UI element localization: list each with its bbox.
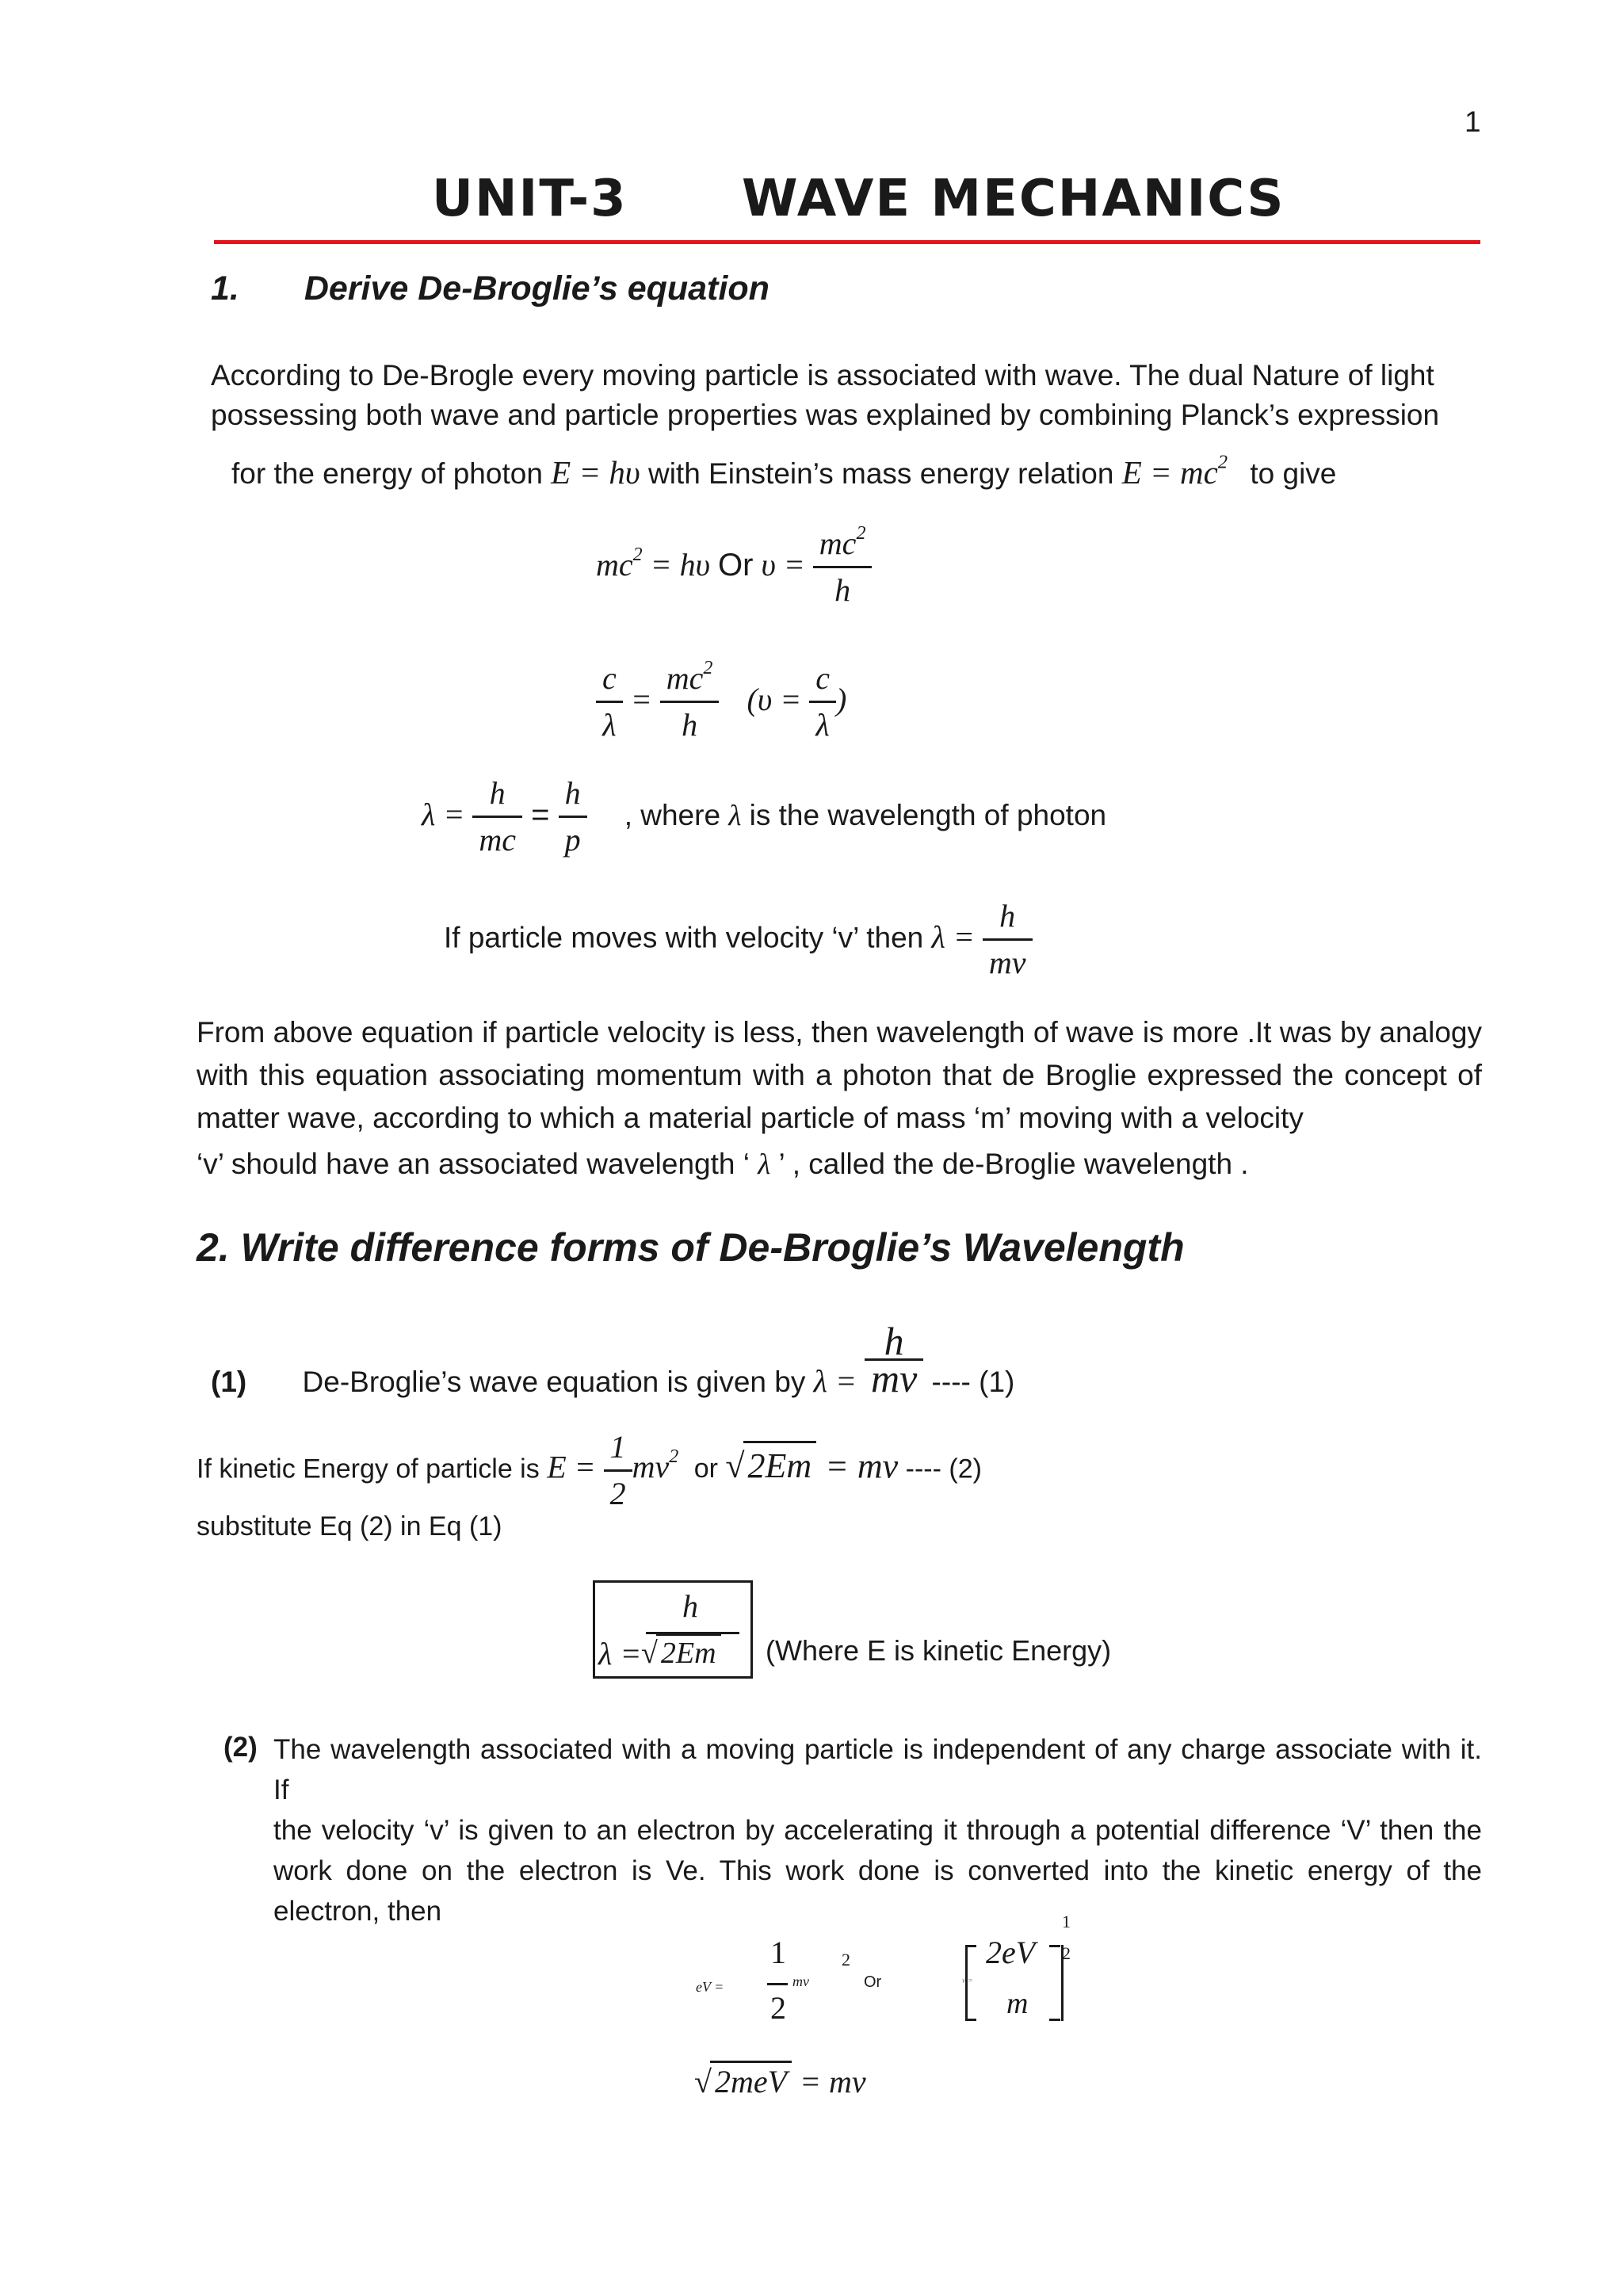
denominator: λ <box>815 707 830 743</box>
numerator: h <box>472 773 522 818</box>
energy-symbol: E = <box>547 1449 604 1485</box>
eq4-lambda: λ = <box>931 919 983 955</box>
ke-fraction <box>604 1427 632 1515</box>
paragraph-1-line-1: According to De-Brogle every moving particle is associated with wave. The dual Nature of light <box>211 359 1434 392</box>
eq5-two-sup: 2 <box>842 1950 850 1969</box>
title-rule <box>214 240 1480 244</box>
text-run: E = mc <box>1121 454 1218 491</box>
text-run: = mv <box>816 1446 899 1486</box>
denominator: h <box>834 572 851 608</box>
text-run: ’ , called the de-Broglie wavelength . <box>770 1148 1249 1180</box>
text-run: mc <box>819 525 857 561</box>
lambda-symbol: λ = <box>813 1363 865 1399</box>
paragraph-2-line-3: matter wave, according to which a material particle of mass ‘m’ moving with a velocity <box>197 1102 1304 1134</box>
eq5-mv: mv <box>792 1973 809 1989</box>
eq5-exp-denominator: 2 <box>1062 1943 1071 1963</box>
eq5-fraction-line <box>767 1983 788 1985</box>
page-number: 1 <box>1465 105 1481 138</box>
text-run: If kinetic Energy of particle is <box>197 1454 548 1484</box>
equation-4 <box>444 896 1033 984</box>
text-run: ‘v’ should have an associated wavelength ‘ <box>197 1148 758 1180</box>
numerator: 1 <box>604 1427 632 1472</box>
eq3-equals: = <box>521 797 559 833</box>
eq1-upsilon: υ = <box>753 547 813 583</box>
eq1-fraction <box>813 523 873 611</box>
numerator <box>660 658 720 703</box>
page-title <box>432 170 1285 228</box>
eq2-paren: (υ = <box>747 682 810 718</box>
equation-3 <box>422 773 1106 861</box>
item-1-number: (1) <box>211 1366 247 1398</box>
section-2-heading: 2. Write difference forms of De-Broglie’s Wavelength <box>197 1225 1185 1270</box>
lambda-symbol: λ <box>758 1148 771 1181</box>
eq4-fraction <box>983 896 1033 984</box>
item-2-paragraph <box>273 1729 1482 1931</box>
section-1-number: 1. <box>211 269 239 308</box>
text-run: De-Broglie’s wave equation is given by <box>302 1366 814 1398</box>
eq1-or: Or <box>718 548 754 583</box>
text-run: or <box>686 1454 726 1484</box>
text-run: is the wavelength of photon <box>741 799 1107 832</box>
paragraph-1-line-2: possessing both wave and particle properties was explained by combining Planck’s expression <box>211 399 1440 431</box>
eq5-eV: eV = <box>696 1979 724 1995</box>
unit-title: WAVE MECHANICS <box>741 170 1285 228</box>
eq3-fraction-h-mc <box>472 773 522 861</box>
paragraph-2 <box>197 1011 1482 1186</box>
eq5-v: v = <box>962 1977 973 1985</box>
eq1-mid: = hυ <box>642 547 718 583</box>
superscript: 2 <box>703 657 713 678</box>
numerator: h <box>559 773 587 818</box>
item-2-number: (2) <box>223 1732 258 1763</box>
eq5-one: 1 <box>770 1935 786 1970</box>
paragraph-1-line-3 <box>231 452 1336 494</box>
paragraph-2-line-4 <box>197 1143 1482 1186</box>
eq2-fraction-c-lambda <box>596 658 623 746</box>
item-1-fraction <box>865 1319 923 1400</box>
boxed-equation <box>593 1580 753 1679</box>
denominator: 2 <box>609 1476 626 1511</box>
eq2-fraction-c-lambda-2 <box>809 658 836 746</box>
paragraph-2-line-1: From above equation if particle velocity is less, then wavelength of wave is more .It was by analogy <box>197 1016 1482 1049</box>
eq3-lambda: λ = <box>422 797 473 833</box>
section-1-heading <box>211 269 769 308</box>
equation-2 <box>596 658 846 746</box>
item-2-line-1: The wavelength associated with a moving particle is independent of any charge associate with it. If <box>273 1734 1482 1805</box>
ke-sqrt: √2Em <box>725 1446 816 1485</box>
eq2-fraction-mc-h <box>660 658 720 746</box>
text-run: If particle moves with velocity ‘v’ then <box>444 921 932 954</box>
planck-equation: E = hυ <box>551 454 640 491</box>
denominator: p <box>564 822 581 858</box>
text-run: ---- (1) <box>923 1366 1015 1398</box>
denominator: h <box>682 707 698 743</box>
item-1 <box>211 1319 1015 1402</box>
box-lambda: λ = <box>598 1636 642 1671</box>
item-2-line-3: work done on the electron is Ve. This work done is converted into the kinetic energy of the <box>273 1855 1482 1886</box>
box-numerator: h <box>682 1588 698 1624</box>
text-run: mc <box>666 660 704 696</box>
superscript: 2 <box>632 544 643 565</box>
eq5-two: 2 <box>770 1990 786 2026</box>
eq5-or: Or <box>864 1973 882 1991</box>
paragraph-2-line-2: with this equation associating momentum with a photon that de Broglie expressed the concept of <box>197 1059 1482 1091</box>
text-run: for the energy of photon <box>231 457 552 490</box>
numerator: h <box>865 1325 923 1361</box>
numerator: c <box>596 658 623 703</box>
eq1-left <box>596 544 643 583</box>
eq5-bracket-top-left <box>965 1945 976 1947</box>
eq5-bracket-top-right <box>1049 1945 1060 1947</box>
eq5-numerator: 2eV <box>986 1935 1036 1970</box>
lambda-symbol: λ <box>728 800 742 833</box>
denominator: λ <box>602 707 617 743</box>
einstein-equation <box>1121 451 1228 491</box>
eq5-denominator: m <box>1006 1987 1029 2020</box>
eq3-fraction-h-p <box>559 773 587 861</box>
item-2-line-4: electron, then <box>273 1896 442 1927</box>
denominator: mv <box>870 1356 918 1400</box>
superscript: 2 <box>1217 451 1228 473</box>
eq2-equals: = <box>622 682 660 718</box>
item-2-line-2: the velocity ‘v’ is given to an electron by accelerating it through a potential difference ‘V’ then the <box>273 1815 1482 1846</box>
text-run: ---- (2) <box>898 1454 982 1484</box>
radicand: 2meV <box>710 2061 792 2100</box>
eq5-exp-numerator: 1 <box>1062 1912 1071 1931</box>
equation-1 <box>596 523 872 611</box>
numerator: c <box>809 658 836 703</box>
box-note: (Where E is kinetic Energy) <box>766 1634 1112 1667</box>
numerator <box>813 523 873 568</box>
unit-label: UNIT-3 <box>432 170 628 228</box>
item-1-text <box>302 1319 1015 1400</box>
denominator: mv <box>988 945 1026 980</box>
text-run: = mv <box>792 2064 866 2099</box>
radicand: 2Em <box>656 1633 721 1671</box>
text-run: , where <box>624 799 729 832</box>
text-run: mv <box>632 1449 670 1485</box>
eq2-paren-close: ) <box>835 682 847 718</box>
box-denominator: √ 2Em <box>641 1633 721 1671</box>
superscript: 2 <box>669 1446 679 1468</box>
eq5-bracket-bottom-right <box>1049 2019 1060 2021</box>
text-run: to give <box>1242 457 1337 490</box>
eq5-bracket-bottom-left <box>965 2019 976 2021</box>
superscript: 2 <box>856 522 866 544</box>
equation-6: √ 2meV = mv <box>694 2061 866 2100</box>
text-run: with Einstein’s mass energy relation <box>640 457 1122 490</box>
numerator: h <box>983 896 1033 941</box>
denominator: mc <box>479 822 516 858</box>
text-run: mc <box>596 547 633 583</box>
ke-mv <box>632 1446 679 1485</box>
kinetic-energy-line <box>197 1427 982 1515</box>
section-1-title: Derive De-Broglie’s equation <box>304 269 769 308</box>
radicand: 2Em <box>743 1441 817 1488</box>
substitute-text: substitute Eq (2) in Eq (1) <box>197 1511 502 1541</box>
eq3-where <box>624 799 1106 831</box>
